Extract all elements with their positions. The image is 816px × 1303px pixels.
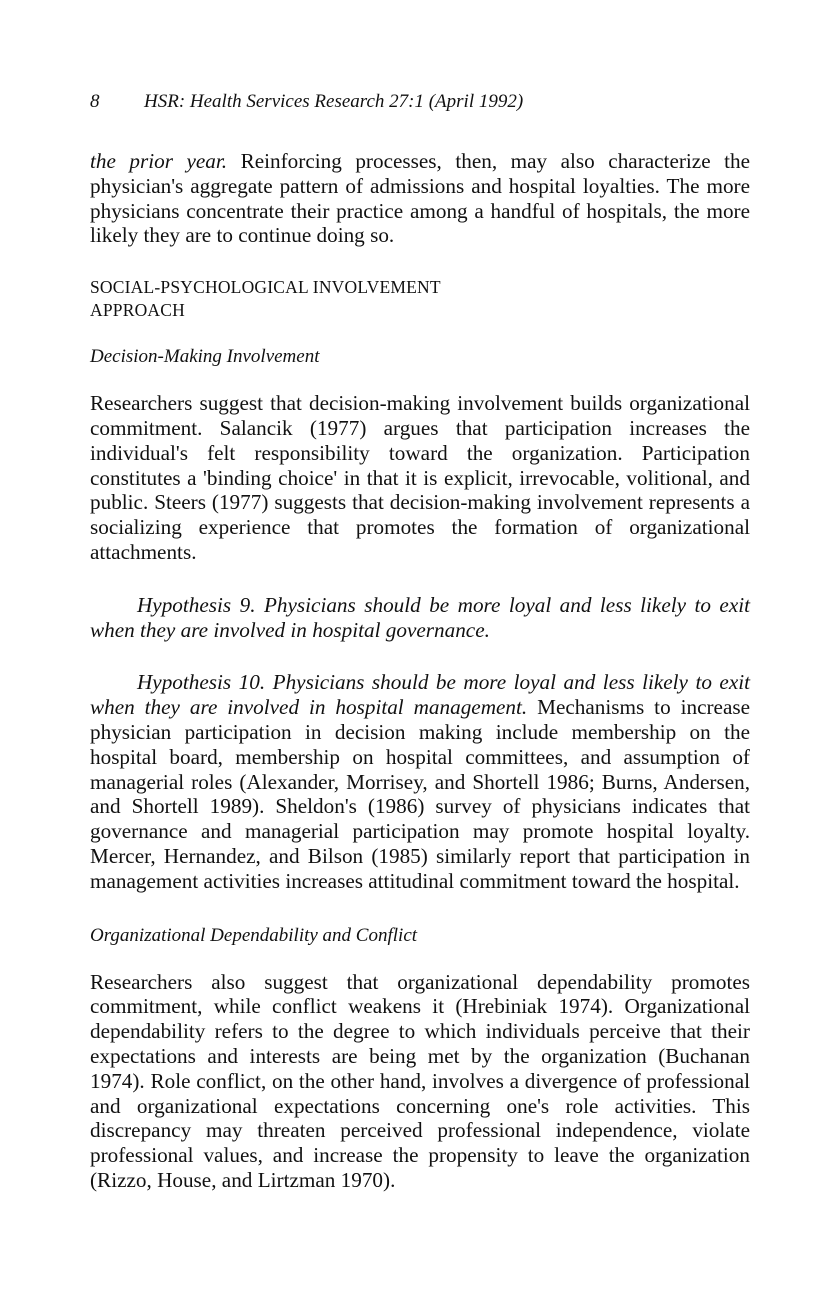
subsection-title-dependability: Organizational Dependability and Conflict	[90, 924, 418, 946]
page-number: 8	[90, 91, 100, 112]
hypothesis-9-text: Physicians should be more loyal and less likely to exit when they are involved in hospital governance.	[90, 592, 751, 642]
subsection-title-decision-making: Decision-Making Involvement	[90, 346, 320, 368]
journal-page	[90, 88, 750, 1193]
journal-citation: HSR: Health Services Research 27:1 (April 1992)	[144, 91, 524, 112]
hypothesis-10-italic-text: Physicians should be more loyal and less likely to exit when they are involved in hospital management.	[90, 670, 751, 720]
hypothesis-10-text: Mechanisms to increase physician participation in decision making include membership on the hospital board, membership on hospital committees, and assumption of managerial roles (Alexander, Morrisey, and Shortell 1986; Burns, Andersen, and Shortell 1989). Sheldon's (1986) survey of physicians indicates that governance and managerial participation may promote hospital loyalty. Mercer, Hernandez, and Bilson (1985) similarly report that participation in management activities increases attitudinal commitment toward the hospital.	[90, 695, 750, 893]
hypothesis-9-label: Hypothesis 9.	[137, 592, 256, 617]
dependability-paragraph: Researchers also suggest that organizational dependability promotes commitment, while conflict weakens it (Hrebiniak 1974). Organizational dependability refers to the degree to which individuals perceive that their expectations and interests are being met by the organization (Buchanan 1974). Role conflict, on the other hand, involves a divergence of professional and organizational expectations concerning one's role activities. This discrepancy may threaten perceived professional independence, violate professional values, and increase the propensity to leave the organization (Rizzo, House, and Lirtzman 1970).	[90, 969, 750, 1192]
running-header	[90, 88, 750, 116]
section-heading: SOCIAL-PSYCHOLOGICAL INVOLVEMENT APPROACH	[90, 277, 441, 321]
decision-making-paragraph: Researchers suggest that decision-making involvement builds organizational commitment. Salancik (1977) argues that participation increases the individual's felt responsibility toward the organization. Participation constitutes a 'binding choice' in that it is explicit, irrevocable, volitional, and public. Steers (1977) suggests that decision-making involvement represents a socializing experience that promotes the formation of organizational attachments.	[90, 391, 750, 564]
intro-text: Reinforcing processes, then, may also characterize the physician's aggregate pattern of admissions and hospital loyalties. The more physicians concentrate their practice among a handful of hospitals, the more likely they are to continue doing so.	[90, 149, 751, 248]
intro-lead-italic: the prior year.	[90, 149, 228, 173]
intro-paragraph	[90, 149, 750, 248]
hypothesis-10	[90, 670, 750, 893]
hypothesis-9	[90, 593, 750, 643]
hypothesis-10-label: Hypothesis 10.	[137, 670, 266, 695]
